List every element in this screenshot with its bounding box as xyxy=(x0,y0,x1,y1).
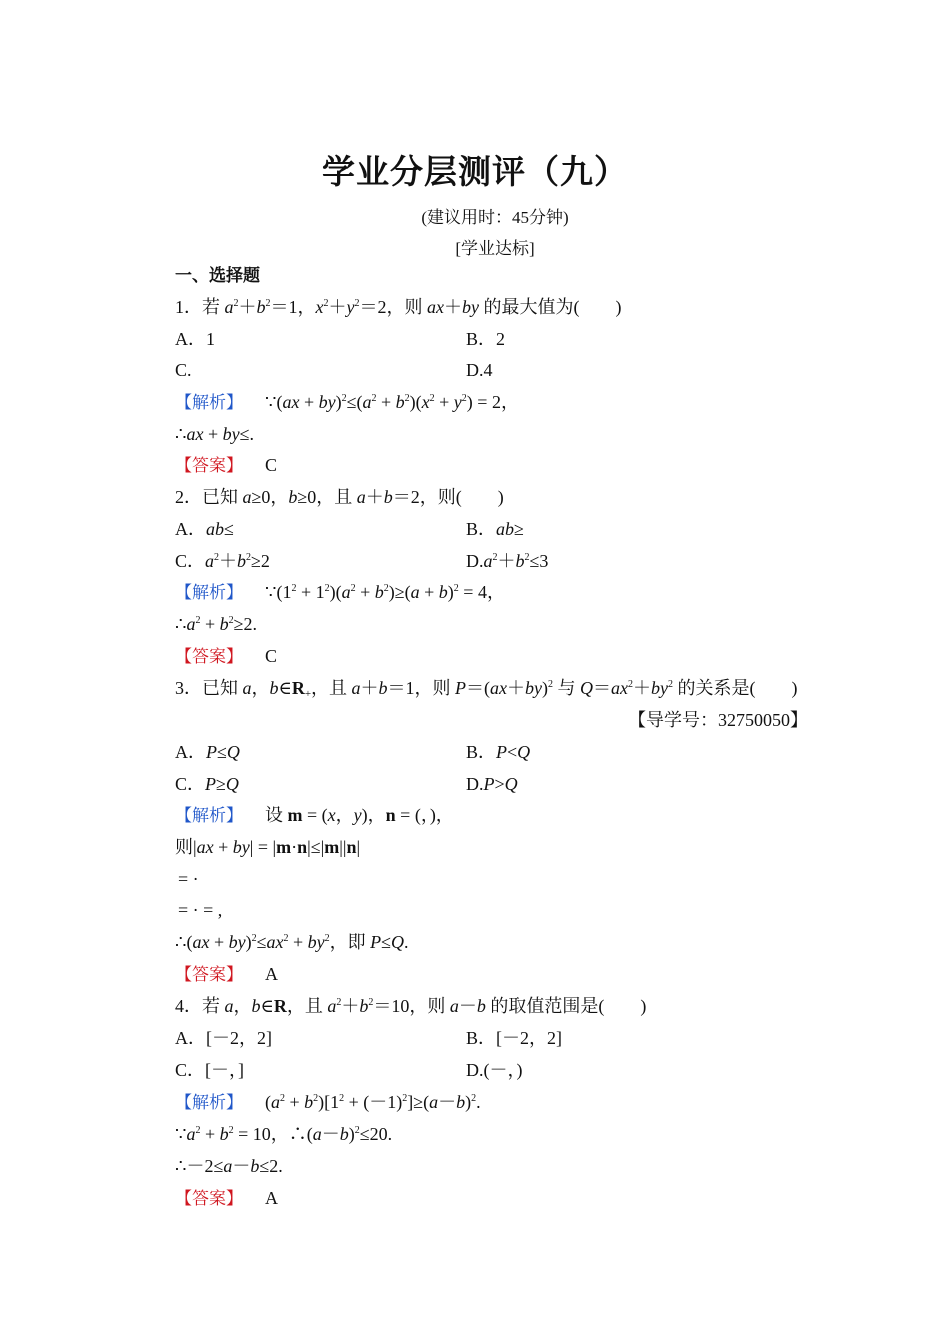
option-3b: B．P<Q xyxy=(466,742,531,762)
option-2d: $D.a^2+b^2\le 3$ xyxy=(466,551,549,571)
analysis-3-line3: = · xyxy=(178,869,199,889)
question-2: 2．已知 a≥0，b≥0，且 a＋b＝2，则( ) xyxy=(175,487,504,507)
analysis-2-line2: $\therefore a^2 + b^2\ge 2$. xyxy=(175,614,257,634)
time-note: (建议用时：45分钟) xyxy=(421,208,569,227)
option-4d: D.(－，) xyxy=(466,1060,523,1080)
answer-3: 【答案】 A xyxy=(175,964,278,985)
option-1c: C. xyxy=(175,360,192,380)
option-1b: B．2 xyxy=(466,329,506,349)
option-2a: A．ab≤ xyxy=(175,519,234,539)
analysis-4-line3: ∴－2≤a－b≤2. xyxy=(175,1156,283,1176)
level-label: [学业达标] xyxy=(455,239,535,258)
option-3c: C．P≥Q xyxy=(175,774,239,794)
option-4c: C．[－，] xyxy=(175,1060,244,1080)
option-4a: A．[－2，2] xyxy=(175,1028,272,1048)
answer-4: 【答案】 A xyxy=(175,1188,278,1209)
answer-1: 【答案】 C xyxy=(175,455,278,476)
analysis-4-line2: $\because a^2 + b^2 = 10$，$\therefore(a-b)^2\le 20$. xyxy=(175,1124,393,1144)
page-title: 学业分层测评（九） xyxy=(322,152,628,191)
option-2b: B．ab≥ xyxy=(466,519,524,539)
analysis-3-line5: ∴(ax + $by)^2\le ax^2 + by^2$，即 P≤Q. xyxy=(175,932,409,952)
analysis-2: 【解析】 $\because(1^2 + 1^2)(a^2 + b^2)\ge(a + b)^2 = 4$， xyxy=(175,582,505,603)
analysis-3-line4: = · = , xyxy=(178,900,223,920)
analysis-1: 【解析】 ∵(ax + $by)^2\le(a^2 + b^2)(x^2 + y^2) = 2$， xyxy=(175,392,519,413)
option-3a: A．P≤Q xyxy=(175,742,240,762)
analysis-4: 【解析】 $(a^2 + b^2)[1^2 + (-1)^2]\ge(a-b)^2$. xyxy=(175,1092,481,1113)
analysis-3-line2: 则|ax + by| = |m·n|≤|m||n| xyxy=(175,837,361,857)
analysis-1-line2: ∴ax + by≤. xyxy=(175,424,254,444)
option-1a: A．1 xyxy=(175,329,215,349)
option-2c: C．$a^2+b^2\ge 2$ xyxy=(175,551,270,571)
analysis-3: 【解析】 设 m = (x，y)，n = (，)， xyxy=(175,805,454,826)
question-4: 4．若 a，b∈R，且 $a^2+b^2=10$，则 a－b 的取值范围是( ) xyxy=(175,996,647,1016)
section-heading: 一、选择题 xyxy=(175,266,260,286)
option-1d: D.4 xyxy=(466,360,493,380)
answer-2: 【答案】 C xyxy=(175,646,278,667)
option-3d: D.P>Q xyxy=(466,774,518,794)
question-1: 1．若 $a^2+b^2=1$，$x^2+y^2=2$，则 ax＋by 的最大值为( ) xyxy=(175,297,622,317)
option-4b: B．[－2，2] xyxy=(466,1028,562,1048)
guide-number: 【导学号：32750050】 xyxy=(628,710,808,730)
question-3: 3．已知 a，$b\in R_+$，且 a＋b＝1，则 $P=(ax+by)^2$ 与 $Q=ax^2+by^2$ 的关系是( ) xyxy=(175,678,798,700)
